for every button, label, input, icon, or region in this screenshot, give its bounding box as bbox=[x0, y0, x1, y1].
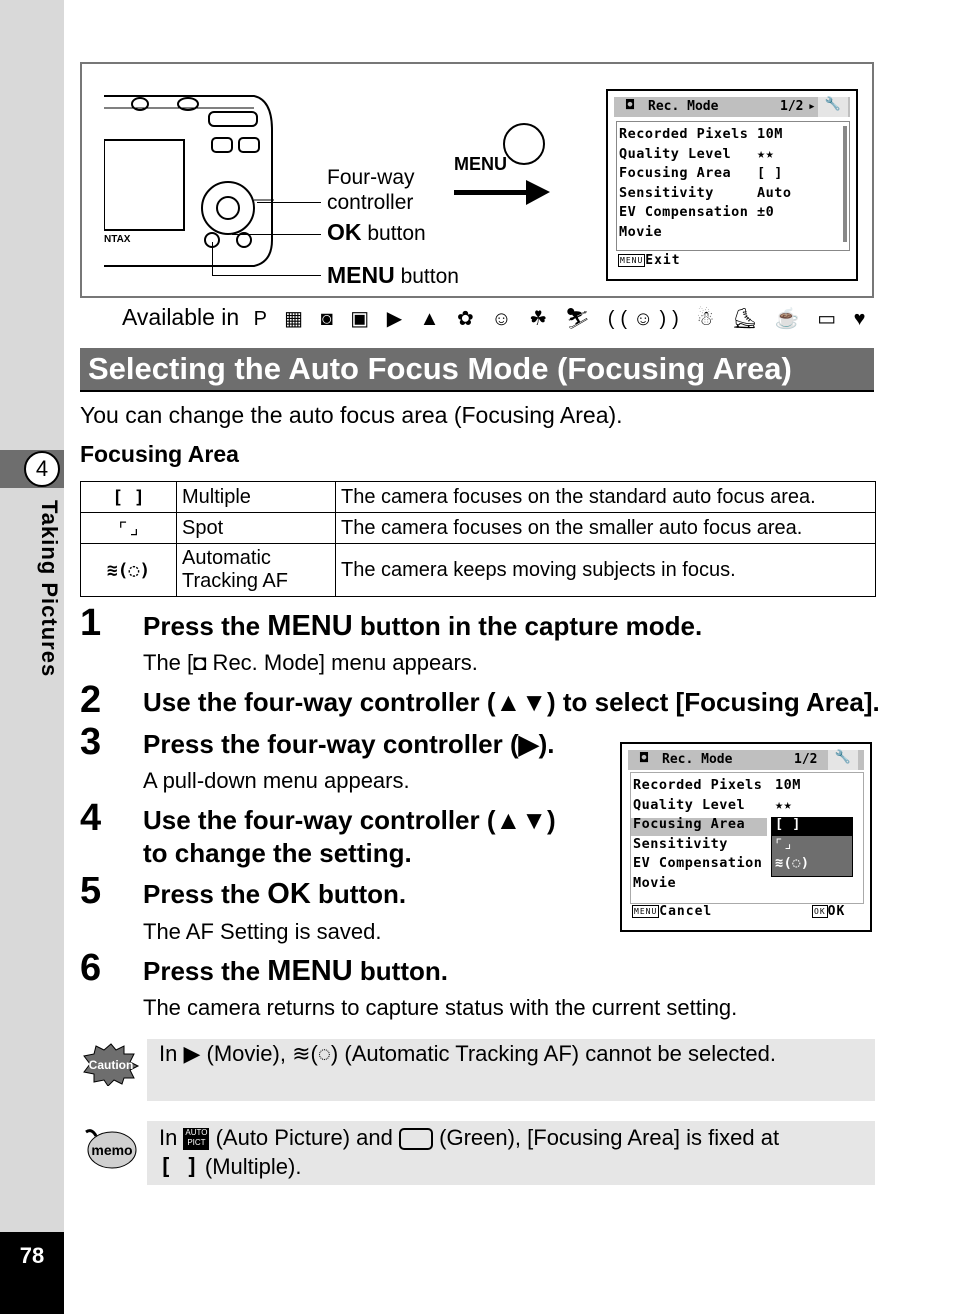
table-cell-desc: The camera focuses on the smaller auto focus area. bbox=[336, 513, 876, 544]
lcd2-list bbox=[630, 772, 864, 904]
step-1-sub: The [◘ Rec. Mode] menu appears. bbox=[143, 650, 478, 675]
table-cell-name: Multiple bbox=[177, 482, 336, 513]
label-controller: controller bbox=[327, 191, 414, 214]
lcd1-page: 1/2 bbox=[780, 99, 804, 114]
lcd2-footer-cancel: MENU Cancel bbox=[634, 904, 713, 919]
label-four-way: Four-way bbox=[327, 166, 415, 189]
lcd-rec-mode-menu bbox=[606, 89, 858, 281]
chapter-number: 4 bbox=[24, 451, 60, 487]
step-number: 2 bbox=[80, 679, 102, 721]
available-label: Available in bbox=[122, 304, 240, 330]
wrench-icon: 🔧 bbox=[828, 750, 858, 770]
lcd1-scrollbar bbox=[843, 126, 847, 242]
lcd-row-label: Movie bbox=[633, 874, 677, 891]
lcd-row-value: ±0 bbox=[757, 204, 775, 220]
menu-key-icon: MENU bbox=[620, 256, 644, 265]
lcd-row-label: Recorded Pixels bbox=[633, 777, 763, 793]
lcd-row-value: [ ] bbox=[775, 816, 801, 832]
lcd2-footer-ok: OK OK bbox=[814, 904, 846, 919]
label-ok-button: OK button bbox=[327, 219, 426, 245]
step-3-text: Press the four-way controller (▶). bbox=[143, 729, 555, 759]
lcd-row-label: Movie bbox=[619, 223, 663, 240]
table-row bbox=[81, 513, 876, 544]
leader-line-menu-h bbox=[212, 275, 321, 276]
menu-key-label: MENU bbox=[454, 154, 507, 174]
memo-icon bbox=[82, 1126, 140, 1170]
lcd-row-label: Focusing Area bbox=[633, 816, 746, 832]
lcd-row-value: ≋(◌) bbox=[775, 855, 810, 871]
step-number: 5 bbox=[80, 870, 102, 912]
green-mode-icon bbox=[399, 1128, 433, 1150]
step-2-text: Use the four-way controller (▲▼) to select [Focusing Area]. bbox=[143, 687, 880, 717]
leader-line-controller bbox=[257, 202, 321, 203]
page-title: Selecting the Auto Focus Mode (Focusing Area) bbox=[80, 348, 874, 392]
step-3-sub: A pull-down menu appears. bbox=[143, 768, 410, 793]
step-4-text-line2: to change the setting. bbox=[143, 838, 412, 868]
multiple-af-icon: [ ] bbox=[159, 1155, 199, 1180]
scene-mode-icons: P ▦ ◙ ▣ ▶ ▲ ✿ ☺ ☘ ⛷ ((☺)) ☃ ⛸ ☕ ▭ ♥ bbox=[253, 308, 872, 330]
camera-figure bbox=[80, 62, 874, 298]
caution-icon bbox=[82, 1042, 140, 1086]
lcd-row-label: Quality Level bbox=[619, 145, 732, 162]
table-cell-name: Automatic Tracking AF bbox=[177, 544, 336, 597]
table-cell-desc: The camera focuses on the standard auto focus area. bbox=[336, 482, 876, 513]
intro-text: You can change the auto focus area (Focusing Area). bbox=[80, 402, 623, 428]
step-number: 1 bbox=[80, 602, 102, 644]
lcd-row-value: ⌜⌟ bbox=[775, 835, 793, 852]
camera-icon: ◘ bbox=[626, 98, 634, 113]
leader-line-ok bbox=[232, 234, 321, 235]
memo-note: In AUTO PICT (Auto Picture) and (Green), [Focusing Area] is fixed at [ ] (Multiple). bbox=[147, 1121, 875, 1185]
step-number: 3 bbox=[80, 721, 102, 763]
table-row bbox=[81, 544, 876, 597]
chapter-sidebar bbox=[0, 0, 64, 1314]
lcd-row-value: 10M bbox=[775, 777, 801, 793]
focusing-area-table bbox=[80, 481, 876, 597]
lcd-row-label: EV Compensation bbox=[633, 855, 763, 871]
ok-key-icon: OK bbox=[814, 907, 826, 916]
lcd1-list bbox=[616, 121, 850, 251]
step-4-text-line1: Use the four-way controller (▲▼) bbox=[143, 805, 556, 835]
wrench-icon: 🔧 bbox=[818, 97, 848, 117]
tracking-af-icon: ≋(◌) bbox=[292, 1041, 339, 1066]
step-6-sub: The camera returns to capture status with the current setting. bbox=[143, 995, 738, 1020]
table-cell-name: Spot bbox=[177, 513, 336, 544]
lcd-row-label: Sensitivity bbox=[619, 184, 714, 201]
menu-key-icon: MENU bbox=[634, 907, 658, 916]
lcd-row-label: Focusing Area bbox=[619, 165, 732, 181]
lcd-row-label: EV Compensation bbox=[619, 204, 749, 220]
step-5-text: Press the OK button. bbox=[143, 878, 407, 910]
auto-picture-icon: AUTO PICT bbox=[183, 1128, 209, 1150]
right-arrow-icon: ▸ bbox=[808, 99, 816, 114]
camera-icon: ◘ bbox=[193, 650, 207, 675]
memo-icon-label: memo bbox=[91, 1142, 133, 1158]
tracking-af-icon: ≋(◌) bbox=[81, 544, 177, 597]
chapter-title: Taking Pictures bbox=[37, 500, 62, 678]
table-cell-desc: The camera keeps moving subjects in focus. bbox=[336, 544, 876, 597]
lcd2-title-bar bbox=[628, 750, 864, 770]
lcd-row-value: ★★ bbox=[775, 796, 793, 813]
caution-note: In ▶ (Movie), ≋(◌) (Automatic Tracking AF) cannot be selected. bbox=[147, 1039, 875, 1101]
lcd1-footer: MENU Exit bbox=[620, 253, 681, 268]
lcd1-title-bar bbox=[614, 97, 850, 117]
available-modes bbox=[122, 304, 872, 331]
lcd-row-label: Quality Level bbox=[633, 796, 746, 813]
movie-icon: ▶ bbox=[183, 1041, 201, 1066]
camera-logo: NTAX bbox=[104, 234, 131, 245]
leader-line-menu-v bbox=[212, 242, 213, 276]
press-menu-arrow-icon bbox=[452, 120, 552, 210]
step-1-text: Press the MENU button in the capture mode. bbox=[143, 610, 703, 642]
label-menu-button: MENU button bbox=[327, 262, 459, 288]
multiple-af-icon: [ ] bbox=[81, 482, 177, 513]
lcd-row-value: [ ] bbox=[757, 165, 783, 181]
step-number: 6 bbox=[80, 947, 102, 989]
step-number: 4 bbox=[80, 797, 102, 839]
lcd1-title: Rec. Mode bbox=[648, 99, 719, 114]
lcd-focusing-area-pulldown bbox=[620, 742, 872, 932]
step-6-text: Press the MENU button. bbox=[143, 955, 448, 987]
lcd2-title: Rec. Mode bbox=[662, 752, 733, 767]
camera-back-illustration bbox=[104, 90, 274, 270]
page-number: 78 bbox=[0, 1232, 64, 1314]
lcd-row-label: Recorded Pixels bbox=[619, 126, 749, 142]
lcd-row-value: 10M bbox=[757, 126, 783, 142]
camera-icon: ◘ bbox=[640, 751, 648, 766]
lcd-row-label: Sensitivity bbox=[633, 835, 728, 852]
step-5-sub: The AF Setting is saved. bbox=[143, 919, 382, 944]
lcd-row-value: Auto bbox=[757, 184, 792, 201]
table-row bbox=[81, 482, 876, 513]
lcd-row-value: ★★ bbox=[757, 145, 775, 162]
caution-icon-label: Caution bbox=[88, 1058, 134, 1072]
section-subhead: Focusing Area bbox=[80, 441, 239, 467]
spot-af-icon: ⌜⌟ bbox=[81, 513, 177, 544]
lcd2-page: 1/2 bbox=[794, 752, 818, 767]
